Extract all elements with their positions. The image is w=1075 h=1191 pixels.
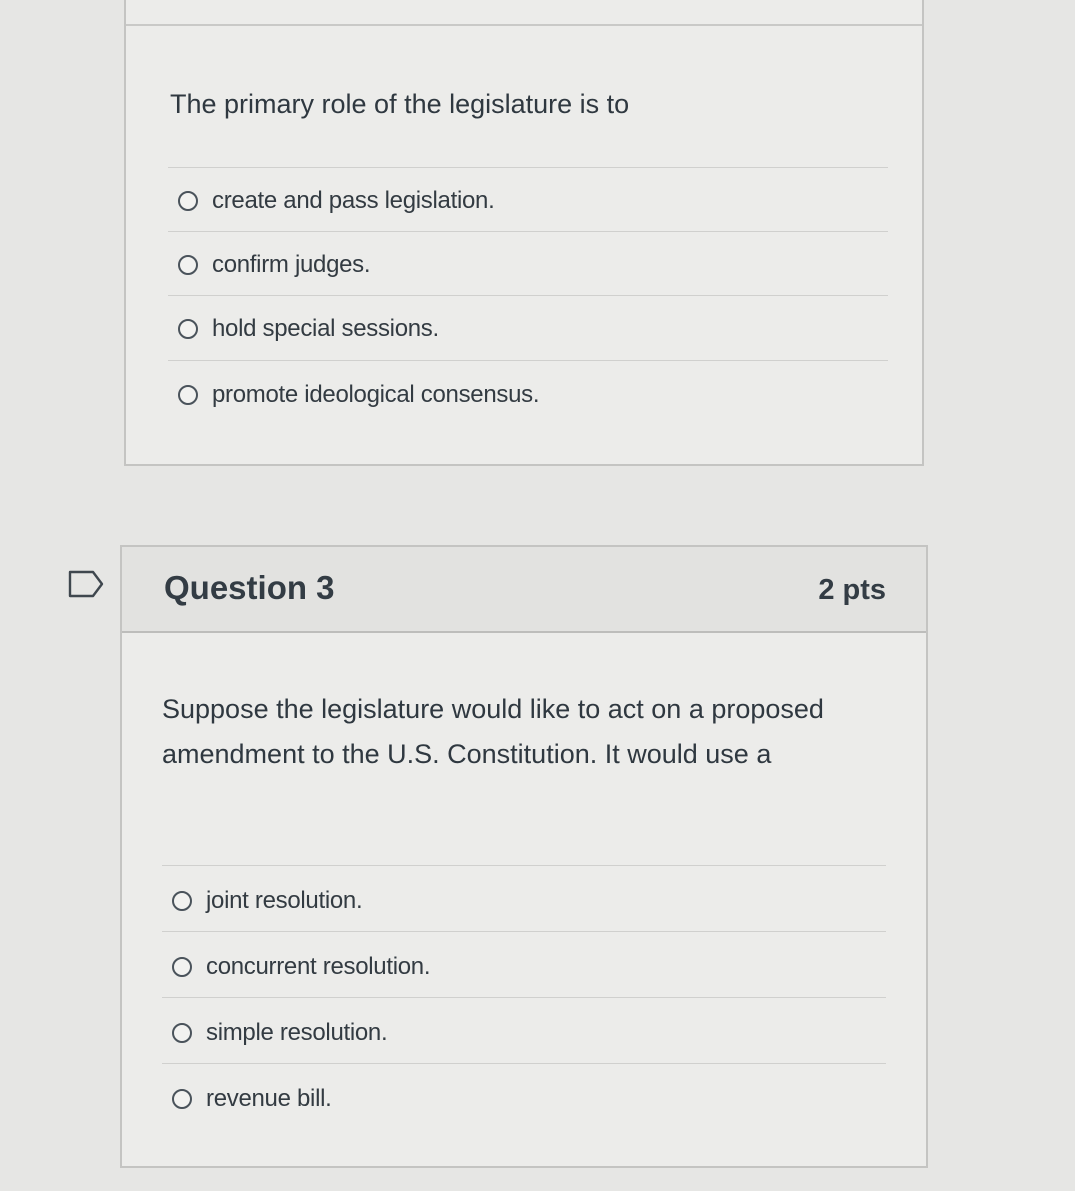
radio-button[interactable] (172, 1023, 192, 1043)
answer-label: promote ideological consensus. (212, 381, 540, 408)
answer-label: hold special sessions. (212, 315, 439, 342)
radio-button[interactable] (172, 957, 192, 977)
answer-option[interactable] (178, 309, 439, 349)
radio-button[interactable] (172, 1089, 192, 1109)
answers-divider (168, 167, 888, 168)
radio-button[interactable] (178, 385, 198, 405)
answer-divider (162, 997, 886, 998)
answer-option[interactable] (172, 881, 362, 921)
question-header (122, 547, 926, 633)
answer-divider (168, 231, 888, 232)
question-card-previous (124, 0, 924, 466)
answers-divider (162, 865, 886, 866)
answer-divider (162, 1063, 886, 1064)
radio-button[interactable] (172, 891, 192, 911)
answer-label: joint resolution. (206, 887, 363, 914)
radio-button[interactable] (178, 191, 198, 211)
answer-option[interactable] (172, 1079, 332, 1119)
answer-label: revenue bill. (206, 1085, 332, 1112)
answer-option[interactable] (178, 181, 494, 221)
answer-option[interactable] (172, 1013, 387, 1053)
card-top-divider (126, 24, 922, 26)
answer-divider (162, 931, 886, 932)
question-text: Suppose the legislature would like to act on a proposed amendment to the U.S. Constitution. It would use a (162, 694, 824, 769)
question-card-3 (120, 545, 928, 1168)
question-title: Question 3 (164, 569, 335, 606)
radio-button[interactable] (178, 319, 198, 339)
question-text: The primary role of the legislature is to (170, 89, 630, 119)
question-points: 2 pts (818, 574, 886, 606)
answer-label: simple resolution. (206, 1019, 388, 1046)
radio-button[interactable] (178, 255, 198, 275)
answer-label: concurrent resolution. (206, 953, 431, 980)
answer-divider (168, 295, 888, 296)
flag-question-icon[interactable] (68, 570, 104, 598)
answer-divider (168, 360, 888, 361)
answer-label: create and pass legislation. (212, 187, 495, 214)
answer-label: confirm judges. (212, 251, 371, 278)
answer-option[interactable] (172, 947, 430, 987)
answer-option[interactable] (178, 375, 539, 415)
answer-option[interactable] (178, 245, 370, 285)
